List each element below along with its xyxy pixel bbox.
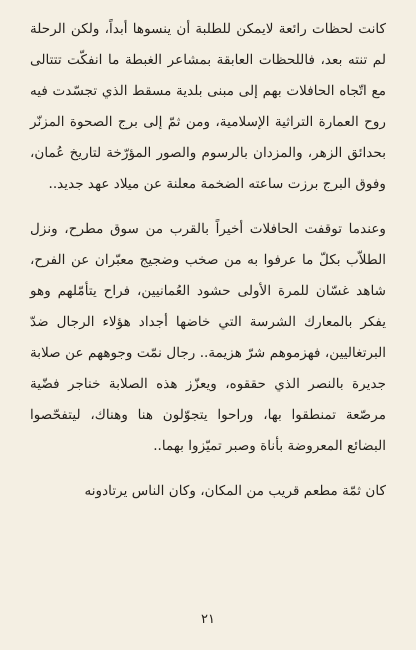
body-text	[30, 14, 386, 521]
paragraph-3: كان ثمّة مطعم قريب من المكان، وكان الناس يرتادونه	[84, 483, 386, 499]
paragraph-2: وعندما توقفت الحافلات أخيراً بالقرب من سوق مطرح، ونزل الطلاّب بكلّ ما عرفوا به من صخب وضجيج معبّران عن الفرح، شاهد غسّان للمرة الأولى حشود العُمانيين، فراح يتأمّلهم وهو يفكر بالمعارك الشرسة التي خاضها أجداد هؤلاء الرجال ضدّ البرتغاليين، فهزموهم شرّ هزيمة.. رجال نمّت وجوههم عن صلابة جديرة بالنصر الذي حققوه، ويعزّز هذه الصلابة خناجر فضّية مرصّعة تمنطقوا بها، وراحوا يتجوّلون هنا وهناك، ليتفحّصوا البضائع المعروضة بأناة وصبر تميّزوا بهما..	[30, 221, 386, 454]
paragraph-1: كانت لحظات رائعة لايمكن للطلبة أن ينسوها أبداً، ولكن الرحلة لم تنته بعد، فاللحظات العابقة بمشاعر الغبطة ما انفكّت تتتالى مع اتّجاه الحافلات بهم إلى مبنى بلدية مسقط الذي تجسّدت فيه روح العمارة التراثية الإسلامية، ومن ثمّ إلى برج الصحوة المزنّر بحدائق الزهر، والمزدان بالرسوم والصور المؤرّخة لتاريخ عُمان، وفوق البرج برزت ساعته الضخمة معلنة عن ميلاد عهد جديد..	[30, 21, 386, 192]
page-number: ٢١	[201, 612, 215, 627]
